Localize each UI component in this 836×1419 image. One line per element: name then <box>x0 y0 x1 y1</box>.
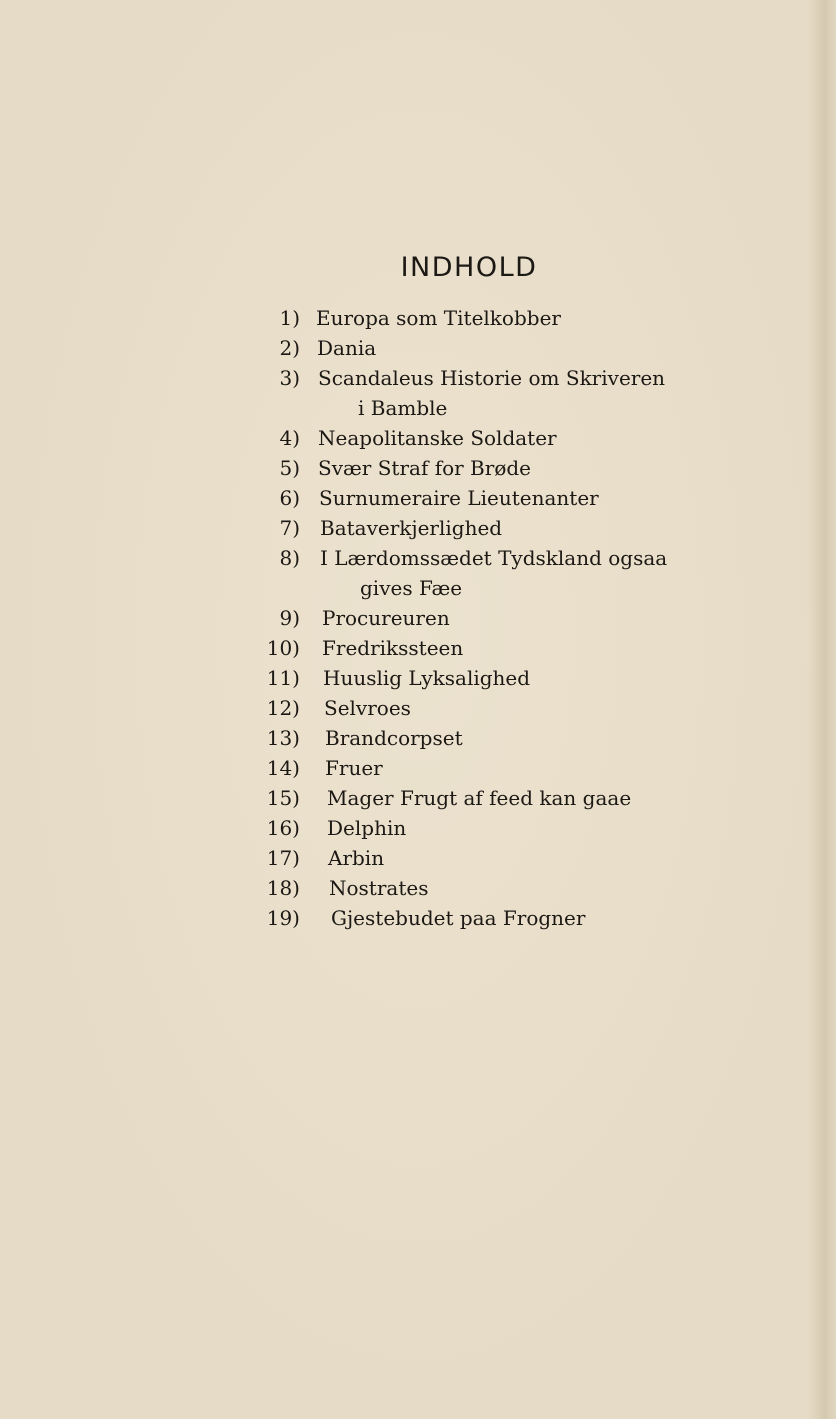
toc-entry-number: 3) <box>279 366 300 390</box>
toc-entry-title <box>320 543 667 603</box>
toc-entry-continuation: i Bamble <box>358 396 448 420</box>
toc-entry <box>0 333 836 363</box>
toc-entry-number: 7) <box>279 516 300 540</box>
toc-entry-number: 16) <box>266 816 300 840</box>
toc-entry-number: 12) <box>266 696 300 720</box>
toc-entry-title: Fruer <box>325 756 383 780</box>
toc-entry <box>0 603 836 633</box>
toc-entry-title: Dania <box>317 336 377 360</box>
toc-entry <box>0 723 836 753</box>
toc-entry-continuation: gives Fæe <box>360 576 463 600</box>
toc-entry-number: 8) <box>279 546 300 570</box>
toc-entry <box>0 513 836 543</box>
toc-entry <box>0 813 836 843</box>
toc-entry <box>0 483 836 513</box>
toc-entry-title: Fredrikssteen <box>322 636 464 660</box>
toc-entry-number: 6) <box>279 486 300 510</box>
toc-list <box>0 303 836 933</box>
toc-entry-title: Bataverkjerlighed <box>320 516 503 540</box>
toc-entry-title: Delphin <box>327 816 407 840</box>
toc-entry-number: 18) <box>266 876 300 900</box>
toc-entry-title: Europa som Titelkobber <box>316 306 561 330</box>
toc-entry-title: Selvroes <box>324 696 411 720</box>
toc-entry-number: 4) <box>279 426 300 450</box>
toc-entry <box>0 873 836 903</box>
toc-entry-line: I Lærdomssædet Tydskland ogsaa <box>320 546 668 570</box>
toc-entry <box>0 633 836 663</box>
toc-entry-number: 11) <box>266 666 300 690</box>
page-title: INDHOLD <box>400 252 538 283</box>
toc-entry-title: Nostrates <box>329 876 429 900</box>
toc-entry-title: Neapolitanske Soldater <box>318 426 557 450</box>
toc-entry <box>0 753 836 783</box>
toc-entry-title: Surnumeraire Lieutenanter <box>319 486 599 510</box>
toc-entry-title <box>318 363 665 423</box>
toc-entry <box>0 783 836 813</box>
toc-entry <box>0 663 836 693</box>
toc-entry <box>0 843 836 873</box>
toc-entry <box>0 423 836 453</box>
toc-entry-number: 1) <box>279 306 300 330</box>
toc-entry-title: Arbin <box>328 846 385 870</box>
toc-entry-number: 9) <box>279 606 300 630</box>
toc-entry-title: Huuslig Lyksalighed <box>323 666 531 690</box>
toc-entry-number: 14) <box>266 756 300 780</box>
toc-entry <box>0 453 836 483</box>
toc-entry-number: 2) <box>279 336 300 360</box>
toc-entry-title: Procureuren <box>322 606 450 630</box>
toc-entry-number: 19) <box>266 906 300 930</box>
toc-entry-title: Gjestebudet paa Frogner <box>331 906 586 930</box>
toc-entry <box>0 363 836 423</box>
toc-entry-number: 13) <box>266 726 300 750</box>
toc-entry-number: 10) <box>266 636 300 660</box>
toc-entry-number: 17) <box>266 846 300 870</box>
toc-entry-line: Scandaleus Historie om Skriveren <box>318 366 666 390</box>
toc-entry <box>0 303 836 333</box>
toc-entry <box>0 693 836 723</box>
toc-entry-number: 5) <box>279 456 300 480</box>
toc-entry-number: 15) <box>266 786 300 810</box>
toc-entry <box>0 543 836 603</box>
toc-entry <box>0 903 836 933</box>
toc-entry-title: Brandcorpset <box>325 726 463 750</box>
toc-entry-title: Mager Frugt af feed kan gaae <box>327 786 632 810</box>
toc-entry-title: Svær Straf for Brøde <box>318 456 531 480</box>
